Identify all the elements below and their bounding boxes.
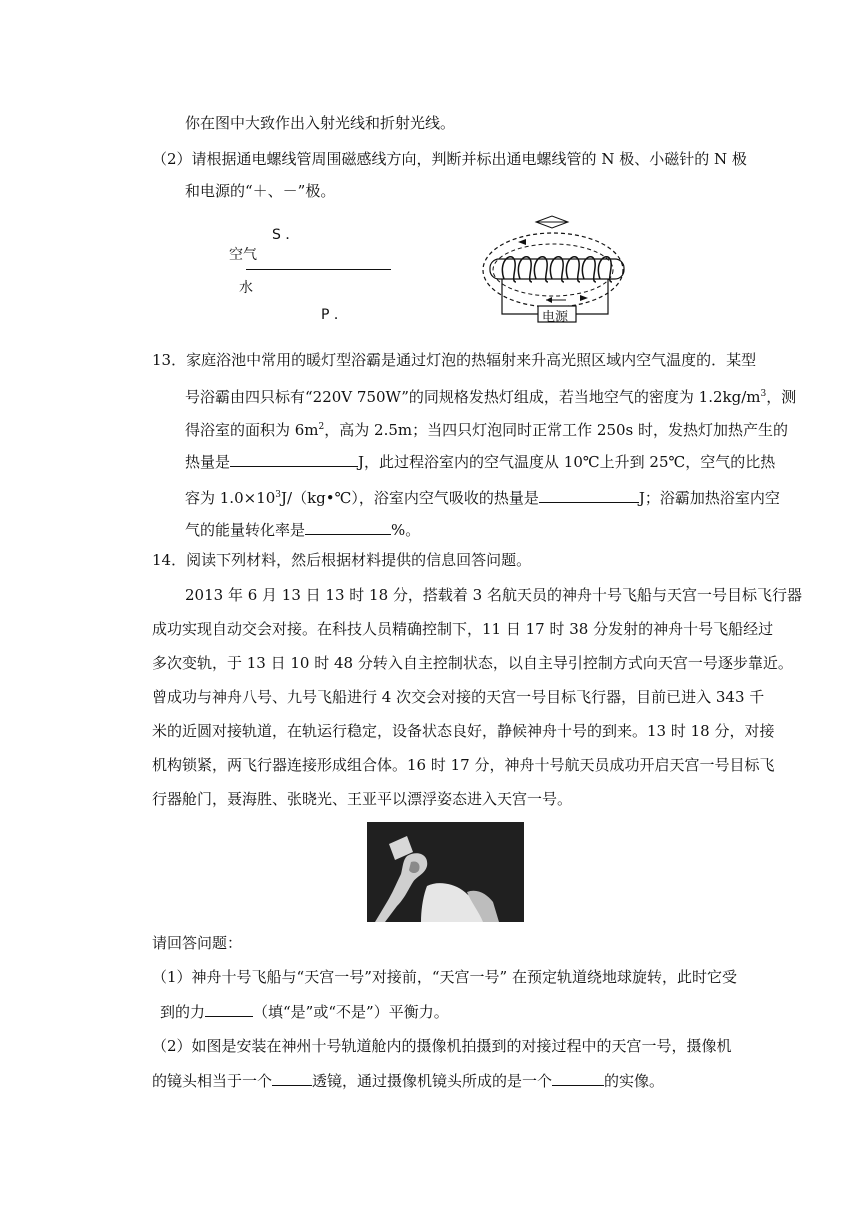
q13-number: 13． (152, 351, 187, 369)
q13-line-3 (185, 417, 788, 440)
q13-text-6b: %。 (391, 521, 421, 539)
point-p-label: P ． (321, 307, 348, 323)
refraction-figure (220, 222, 410, 322)
water-label: 水 (239, 280, 253, 296)
q14-sub1-line-2 (160, 1001, 449, 1022)
point-s-label: S ． (272, 227, 300, 243)
q14-number: 14． (152, 551, 187, 569)
q14-sub2-line-2 (152, 1070, 664, 1091)
q13-text-5c: J；浴霸加热浴室内空 (638, 489, 780, 507)
q13-text-2a: 号浴霸由四只标有“220V 750W”的同规格发热灯组成，若当地空气的密度为 1.2kg/m (185, 388, 761, 406)
q14-para-6: 机构锁紧，两飞行器连接形成组合体。16 时 17 分，神舟十号航天员成功开启天宫一号目标飞 (152, 756, 775, 774)
q13-sup-1: 3 (760, 389, 767, 399)
absorbed-heat-blank[interactable] (539, 487, 639, 503)
efficiency-blank[interactable] (305, 519, 391, 535)
q13-text-3a: 得浴室的面积为 6m (185, 421, 319, 439)
q14-sub2-text-b: 透镜，通过摄像机镜头所成的是一个 (312, 1072, 553, 1090)
q13-line-6 (185, 519, 420, 540)
q14-sub2-text-a: 的镜头相当于一个 (152, 1072, 273, 1090)
q13-text-2b: ，测 (766, 388, 797, 406)
q13-sup-3: 3 (275, 490, 282, 500)
q13-text-3b: ，高为 2.5m；当四只灯泡同时正常工作 250s 时，发热灯加热产生的 (324, 421, 788, 439)
balance-force-blank[interactable] (205, 1001, 253, 1017)
q13-text-5b: J/（kg•℃），浴室内空气吸收的热量是 (281, 489, 539, 507)
q14-text-1: 阅读下列材料，然后根据材料提供的信息回答问题。 (186, 551, 532, 569)
q14-para-2: 成功实现自动交会对接。在科技人员精确控制下，11 日 17 时 38 分发射的神舟十号飞船经过 (152, 620, 774, 638)
interface-line (246, 269, 391, 270)
q13-text-5a: 容为 1.0×10 (185, 489, 276, 507)
q14-ask: 请回答问题： (152, 934, 243, 952)
q13-line-5 (185, 485, 780, 508)
power-source-label: 电源 (542, 310, 569, 325)
tiangong-photo (367, 822, 524, 922)
q14-para-5: 米的近圆对接轨道，在轨运行稳定，设备状态良好，静候神舟十号的到来。13 时 18 分，对接 (152, 722, 775, 740)
q14-line-1 (152, 550, 531, 570)
heat-answer-blank[interactable] (230, 451, 358, 467)
solenoid-figure (480, 212, 640, 324)
lens-type-blank[interactable] (272, 1070, 312, 1086)
q14-para-3: 多次变轨，于 13 日 10 时 48 分转入自主控制状态，以自主导引控制方式向天宫一号逐步靠近。 (152, 654, 793, 672)
q14-sub1-text-a: 到的力 (160, 1003, 206, 1021)
q13-line-4 (185, 451, 775, 472)
q13-text-4a: 热量是 (185, 453, 231, 471)
coil-turns (502, 257, 612, 282)
q14-sub1-line-1: （1）神舟十号飞船与“天宫一号”对接前，“天宫一号” 在预定轨道绕地球旋转，此时它受 (152, 968, 737, 986)
image-type-blank[interactable] (552, 1070, 604, 1086)
q14-sub2-line-1: （2）如图是安装在神州十号轨道舱内的摄像机拍摄到的对接过程中的天宫一号，摄像机 (152, 1037, 732, 1055)
q14-para-4: 曾成功与神舟八号、九号飞船进行 4 次交会对接的天宫一号目标飞行器，目前已进入 343 千 (152, 688, 765, 706)
q13-text-1: 家庭浴池中常用的暖灯型浴霸是通过灯泡的热辐射来升高光照区域内空气温度的．某型 (186, 351, 757, 369)
text-line-2: （2）请根据通电螺线管周围磁感线方向，判断并标出通电螺线管的 N 极、小磁针的 N 极 (152, 150, 747, 168)
solenoid-tube (490, 259, 624, 279)
q13-text-6a: 气的能量转化率是 (185, 521, 306, 539)
q14-para-1: 2013 年 6 月 13 日 13 时 18 分，搭载着 3 名航天员的神舟十号飞船与天宫一号目标飞行器 (185, 586, 802, 604)
q13-sup-2: 2 (318, 422, 325, 432)
text-line-3: 和电源的“＋、－”极。 (185, 182, 336, 200)
text-line-1: 你在图中大致作出入射光线和折射光线。 (185, 114, 456, 132)
q14-para-7: 行器舱门，聂海胜、张晓光、王亚平以漂浮姿态进入天宫一号。 (152, 790, 573, 808)
q14-sub2-text-c: 的实像。 (604, 1072, 665, 1090)
q13-line-1 (152, 350, 756, 370)
q13-text-4b: J，此过程浴室内的空气温度从 10℃上升到 25℃，空气的比热 (358, 453, 776, 471)
air-label: 空气 (229, 247, 257, 263)
q14-sub1-text-b: （填“是”或“不是”）平衡力。 (253, 1003, 449, 1021)
q13-line-2 (185, 384, 796, 407)
circuit-wire (502, 279, 538, 314)
